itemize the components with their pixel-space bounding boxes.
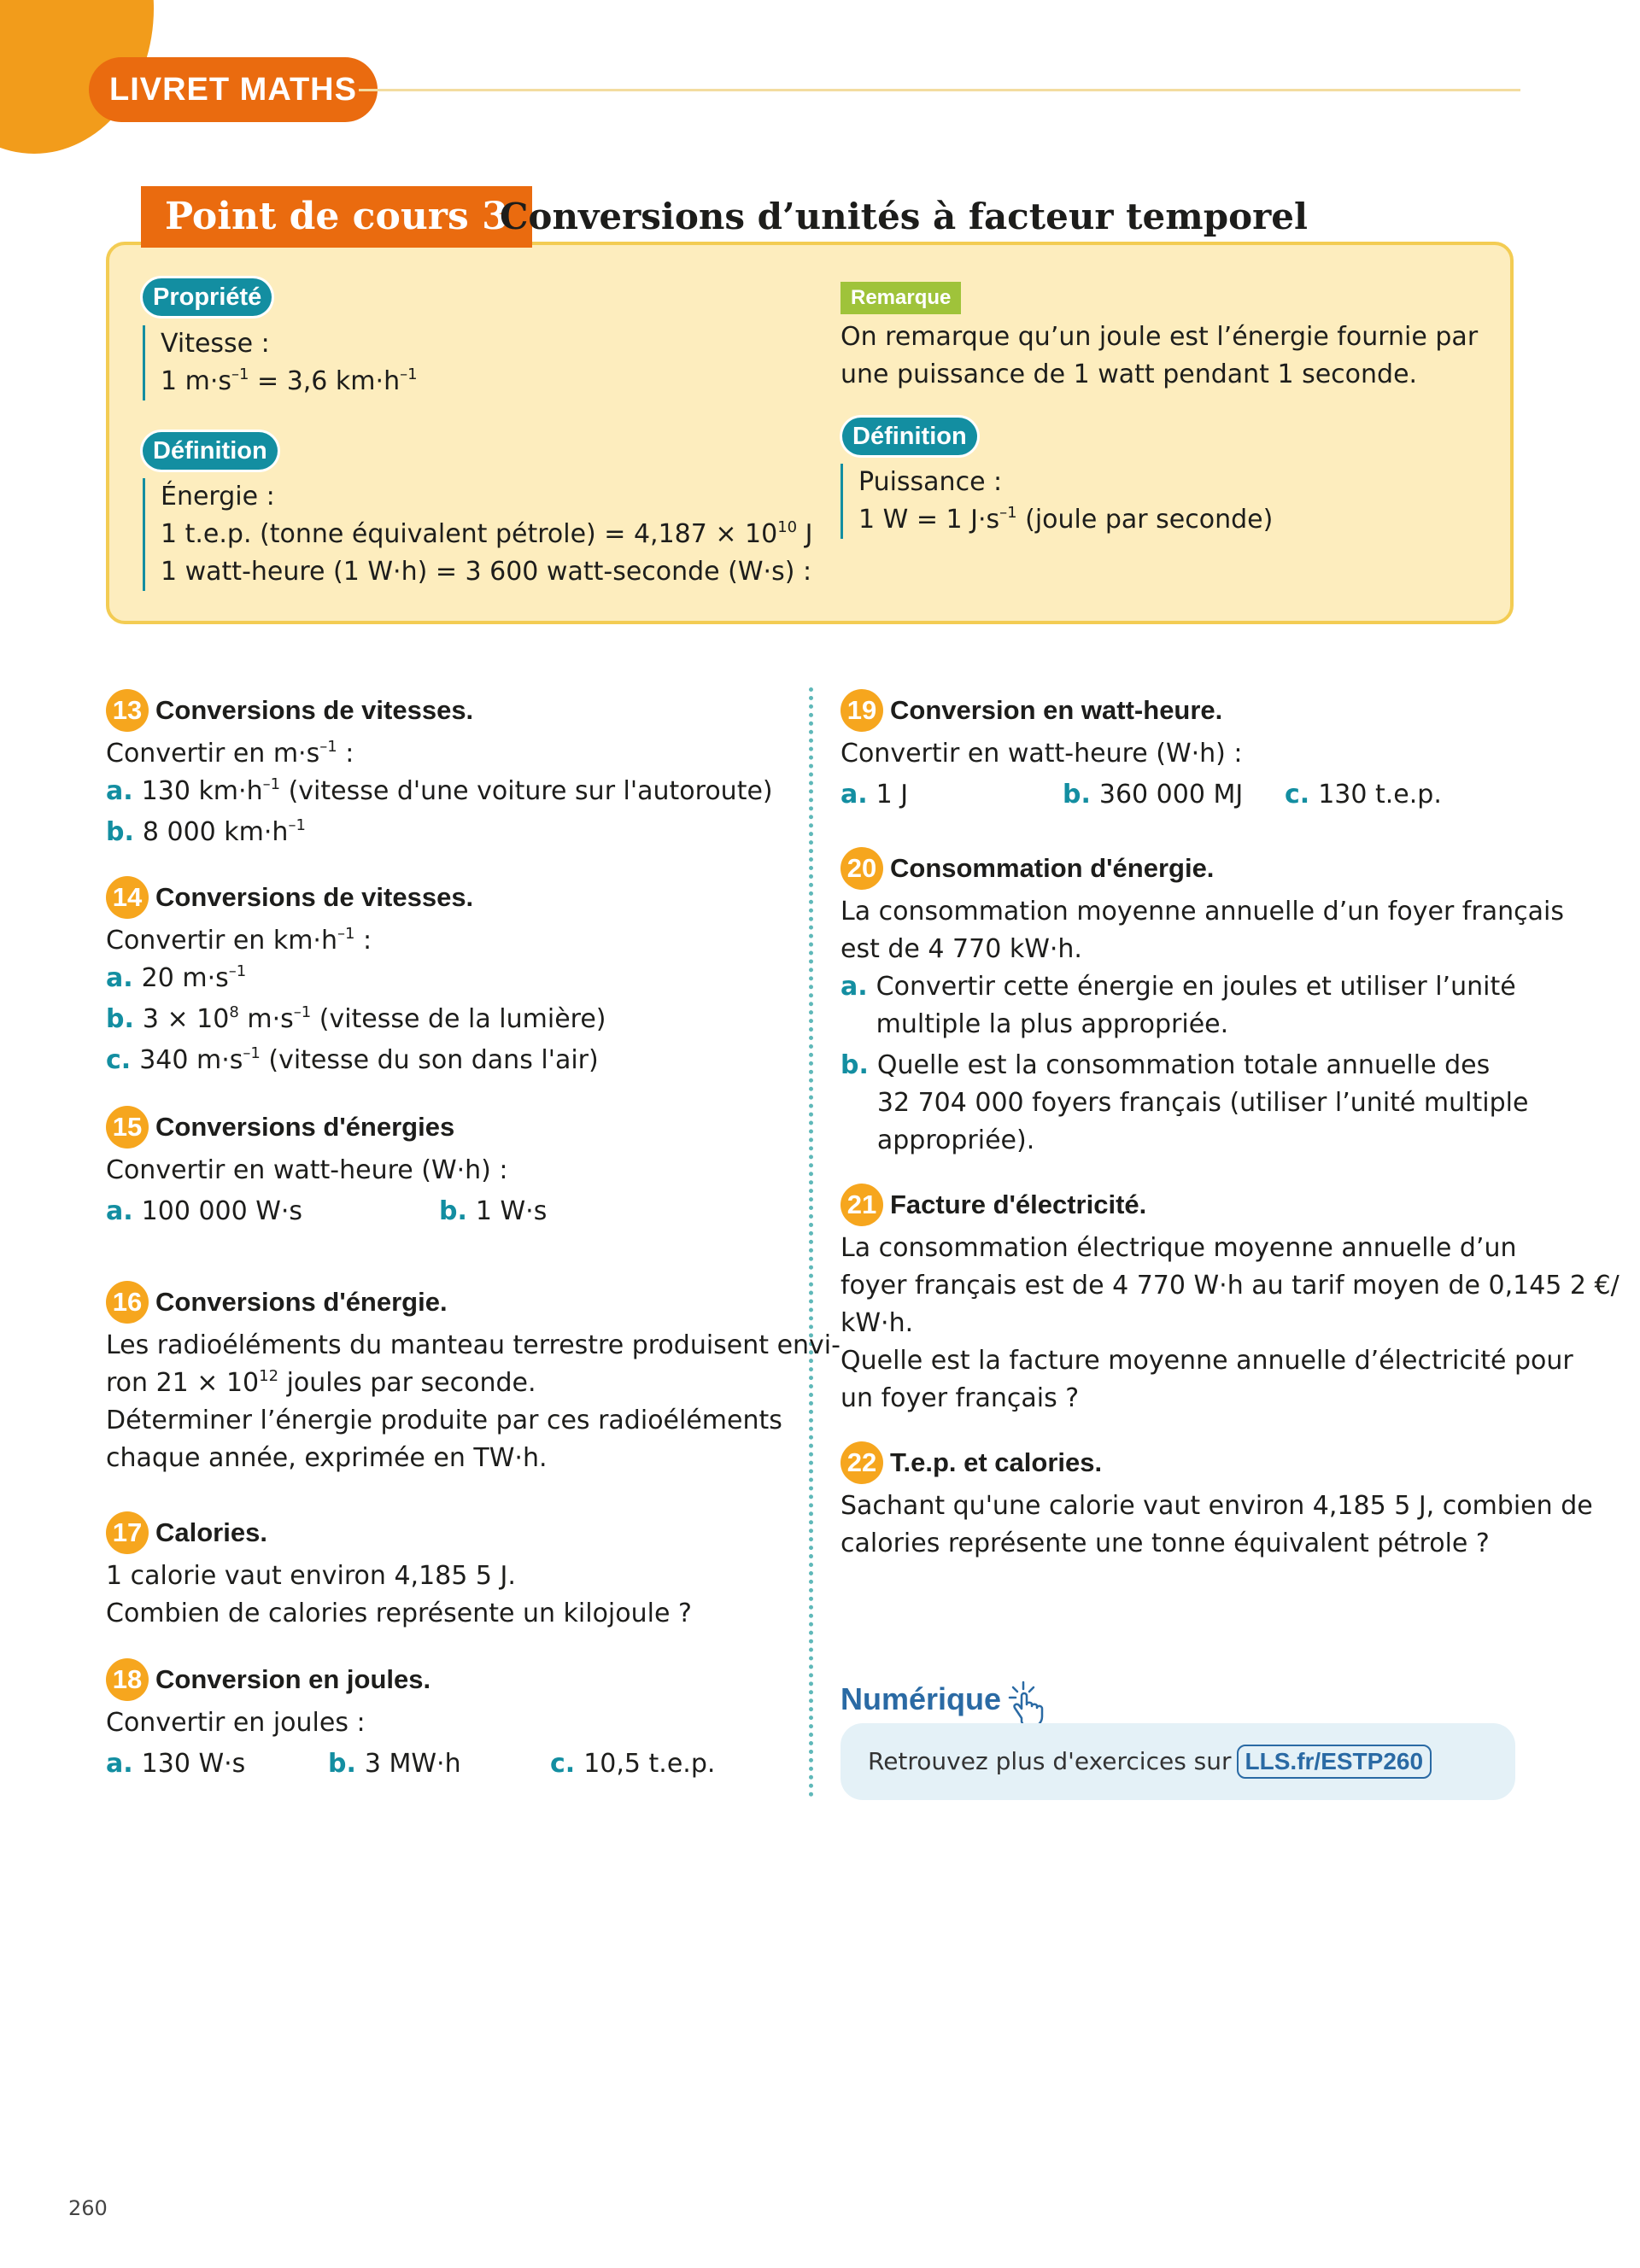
exercise-17 [106,1511,789,1633]
exercise-18 [106,1658,789,1788]
exercise-title: Conversions d'énergie. [155,1287,448,1317]
exercise-text-line: ron $21 \times 10^{12}$ joules par seconde. [106,1367,536,1398]
exercise-number: 17 [106,1511,149,1554]
exercise-item-a: a. 130 W·s [106,1749,246,1779]
exercise-text-line: Les radioéléments du manteau terrestre produisent envi- [106,1330,840,1360]
exercise-text-line: Sachant qu'une calorie vaut environ 4,185 5 J, combien de [840,1491,1593,1521]
exercise-13 [106,689,789,851]
numerique-link[interactable]: LLS.fr/ESTP260 [1237,1745,1432,1779]
definition-puissance-content [840,464,1273,539]
cours-tag: Point de cours 3 [141,186,532,248]
cours-title: Conversions d’unités à facteur temporel [500,196,1308,237]
exercise-title: Facture d'électricité. [890,1190,1147,1219]
exercise-items [840,776,1515,819]
exercise-item-c: c. 10,5 t.e.p. [550,1749,716,1779]
exercise-number: 19 [840,689,883,732]
numerique-text: Retrouvez plus d'exercices sur LLS.fr/ESTP260 [868,1743,1432,1780]
numerique-box [840,1723,1515,1800]
propriete-badge: Propriété [143,278,272,316]
exercise-item-c: c. 130 t.e.p. [1285,780,1442,810]
exercise-item-a: a. 130 $km\cdot h^{-1}$ (vitesse d'une voiture sur l'autoroute) [106,775,773,806]
numerique-title: Numérique [840,1681,1002,1716]
page-number: 260 [68,2196,108,2220]
exercise-text-line: 1 calorie vaut environ 4,185 5 J. [106,1561,516,1591]
remarque-line2: une puissance de 1 watt pendant 1 seconde. [840,359,1418,389]
definition-puissance-line2: 1 W = 1 $J\cdot s^{-1}$ (joule par seconde) [858,504,1274,535]
exercise-text-line: La consommation moyenne annuelle d’un foyer français [840,897,1564,926]
exercise-16 [106,1281,840,1477]
exercise-item-b: b. $3 \times 10^8$ $m\cdot s^{-1}$ (vitesse de la lumière) [106,1003,606,1034]
exercise-item-c: c. 340 $m\cdot s^{-1}$ (vitesse du son dans l'air) [106,1044,599,1075]
exercise-number: 14 [106,876,149,919]
definition-energie-content [143,478,813,591]
exercise-text-line: chaque année, exprimée en TW·h. [106,1443,548,1473]
exercise-number: 15 [106,1106,149,1149]
livret-maths-tag: LIVRET MATHS [89,57,378,122]
exercise-number: 22 [840,1441,883,1484]
exercise-21 [840,1184,1620,1418]
exercise-item-b: b. 3 MW·h [328,1749,461,1779]
exercise-item-a: a. 20 $m\cdot s^{-1}$ [106,962,247,993]
definition-energie-line2: 1 t.e.p. (tonne équivalent pétrole) = $4,187 \times 10^{10}$ J [161,518,813,549]
exercise-intro: Convertir en $m\cdot s^{-1}$ : [106,738,354,769]
exercise-text-line: est de 4 770 kW·h. [840,934,1082,964]
exercise-text-line: foyer français est de 4 770 W·h au tarif moyen de 0,145 2 €/ [840,1271,1620,1301]
exercise-items [106,1745,789,1788]
exercise-intro: Convertir en watt-heure (W·h) : [840,739,1243,769]
propriete-line1: Vitesse : [161,329,270,359]
column-divider [809,687,813,1797]
exercise-title: Conversions de vitesses. [155,882,474,912]
exercise-title: Conversion en watt-heure. [890,695,1223,725]
exercise-item-a: a. 1 J [840,780,909,810]
remarque-line1: On remarque qu’un joule est l’énergie fournie par [840,322,1479,352]
exercise-title: Calories. [155,1517,267,1547]
exercise-text-line: Combien de calories représente un kilojoule ? [106,1599,692,1628]
remarque-content [840,319,1478,394]
definition-badge-energie: Définition [143,432,278,470]
exercise-text-line: Déterminer l’énergie produite par ces radioéléments [106,1406,782,1435]
exercise-number: 18 [106,1658,149,1701]
exercise-text-line: kW·h. [840,1308,914,1338]
definition-badge-puissance: Définition [842,418,977,455]
exercise-intro: Convertir en $km\cdot h^{-1}$ : [106,925,372,956]
exercise-item-b: b. Quelle est la consommation totale annuelle des 32 704 000 foyers français (utiliser l’unité multiple appropriée). [840,1050,1529,1155]
exercise-text-line: calories représente une tonne équivalent pétrole ? [840,1529,1490,1558]
exercise-number: 13 [106,689,149,732]
exercise-item-b: b. 8 000 $km\cdot h^{-1}$ [106,816,306,847]
exercise-14 [106,876,789,1079]
exercise-number: 20 [840,847,883,890]
exercise-number: 21 [840,1184,883,1226]
exercise-text-line: Quelle est la facture moyenne annuelle d’électricité pour [840,1346,1573,1376]
exercise-title: Conversions de vitesses. [155,695,474,725]
exercise-item-a: a. 100 000 W·s [106,1196,303,1226]
exercise-number: 16 [106,1281,149,1324]
exercise-intro: Convertir en joules : [106,1708,366,1738]
exercise-item-b: b. 360 000 MJ [1063,780,1244,810]
exercise-title: Conversions d'énergies [155,1112,455,1142]
exercise-intro: Convertir en watt-heure (W·h) : [106,1155,508,1185]
propriete-line2: 1 $m\cdot s^{-1} = 3,6$ $km\cdot h^{-1}$ [161,365,418,396]
exercise-15 [106,1106,789,1236]
exercise-text-line: un foyer français ? [840,1383,1080,1413]
exercise-items [106,1193,789,1236]
exercise-item-b: b. 1 W·s [439,1196,548,1226]
header-divider [359,89,1520,91]
remarque-badge: Remarque [840,282,961,314]
exercise-item-a: a. Convertir cette énergie en joules et utiliser l’unité multiple la plus appropriée. [840,972,1516,1039]
exercise-title: Consommation d'énergie. [890,853,1215,883]
exercise-text-line: La consommation électrique moyenne annuelle d’un [840,1233,1517,1263]
exercise-20 [840,847,1564,1160]
propriete-content [143,325,418,400]
exercise-title: T.e.p. et calories. [890,1447,1103,1477]
definition-energie-line1: Énergie : [161,482,275,511]
definition-energie-line3: 1 watt-heure (1 W·h) = 3 600 watt-seconde (W·s) : [161,557,812,587]
exercise-19 [840,689,1515,819]
definition-puissance-line1: Puissance : [858,467,1003,497]
exercise-title: Conversion en joules. [155,1664,431,1694]
exercise-22 [840,1441,1593,1563]
